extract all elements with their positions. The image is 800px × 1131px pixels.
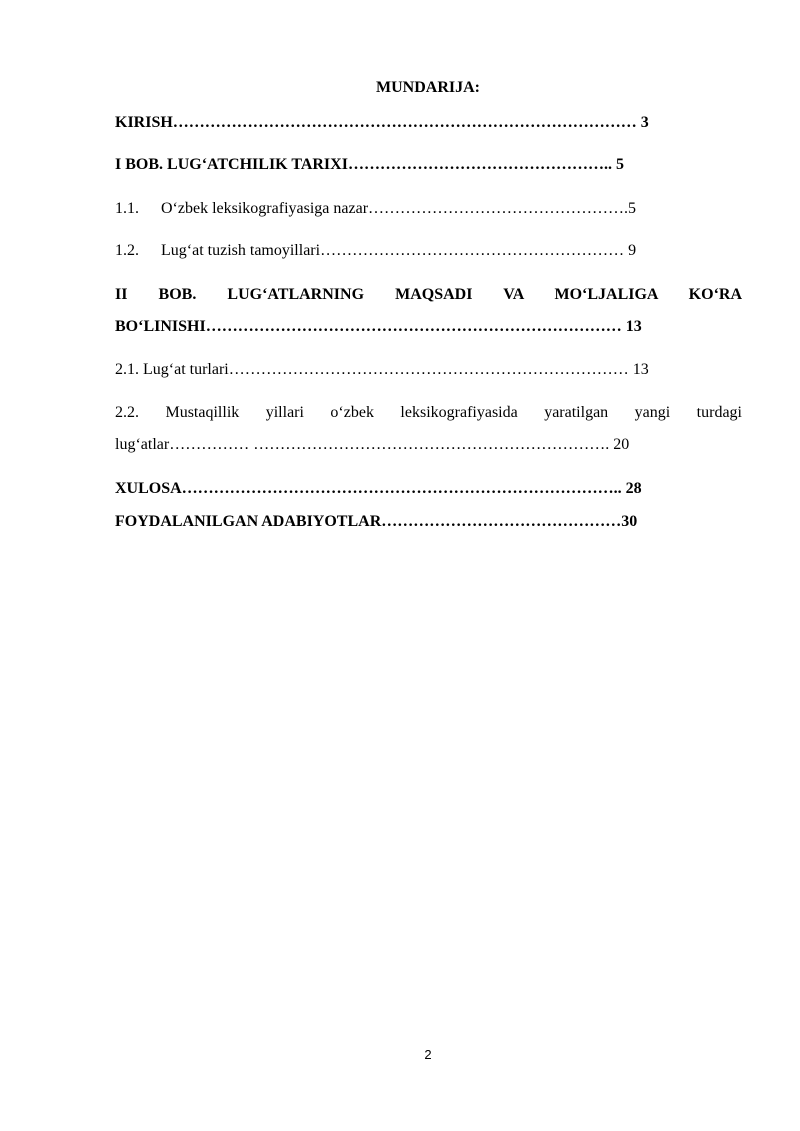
toc-entry-1-1 <box>115 199 636 219</box>
toc-entry-2-2-line2: lug‘atlar…………… …………………………………………………………. 20 <box>115 436 630 453</box>
toc-entry-kirish: KIRISH…………………………………………………………………………… 3 <box>115 114 649 131</box>
toc-entry-bob2-line2: BO‘LINISHI…………………………………………………………………… 13 <box>115 318 642 335</box>
page-number: 2 <box>424 1047 432 1062</box>
toc-entry-bob2-line1: II BOB. LUG‘ATLARNING MAQSADI VA MO‘LJALIGA KO‘RA <box>115 286 742 303</box>
toc-entry-1-2 <box>115 241 636 261</box>
toc-entry-bob1: I BOB. LUG‘ATCHILIK TARIXI………………………………………….. 5 <box>115 156 624 173</box>
page-title: MUNDARIJA: <box>376 79 480 96</box>
toc-entry-xulosa: XULOSA……………………………………………………………………….. 28 <box>115 480 642 497</box>
toc-text: O‘zbek leksikografiyasiga nazar………………………………………….5 <box>161 200 637 217</box>
toc-number: 1.2. <box>115 242 139 259</box>
toc-number: 1.1. <box>115 200 139 217</box>
toc-text: Lug‘at tuzish tamoyillari………………………………………………… 9 <box>161 242 637 259</box>
toc-entry-foydalanilgan: FOYDALANILGAN ADABIYOTLAR………………………………………30 <box>115 513 638 530</box>
toc-entry-2-2-line1: 2.2. Mustaqillik yillari o‘zbek leksikografiyasida yaratilgan yangi turdagi <box>115 404 742 421</box>
toc-entry-2-1: 2.1. Lug‘at turlari………………………………………………………………… 13 <box>115 361 649 378</box>
